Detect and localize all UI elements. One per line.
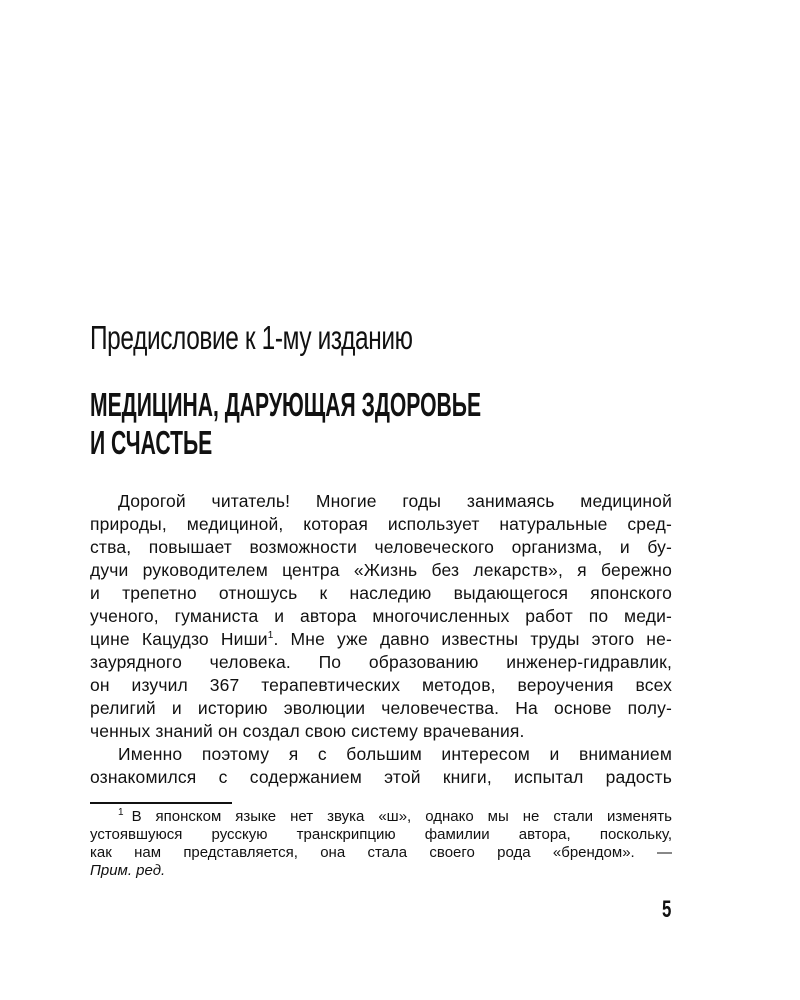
- preface-title: Предисловие к 1-му изданию: [90, 319, 413, 356]
- paragraph-1-line: природы, медициной, которая использует натуральные сред-: [90, 514, 672, 534]
- body-text: [90, 490, 672, 789]
- paragraph-2-line: ознакомился с содержанием этой книги, испытал радость: [90, 767, 672, 787]
- paragraph-1-line: ченных знаний он создал свою систему врачевания.: [90, 721, 525, 741]
- paragraph-1-line: он изучил 367 терапевтических методов, вероучения всех: [90, 675, 672, 695]
- paragraph-1-line: ства, повышает возможности человеческого организма, и бу-: [90, 537, 672, 557]
- chapter-title: [90, 386, 487, 462]
- footnote-text: В японском языке нет звука «ш», однако мы не стали изменять: [131, 808, 672, 825]
- paragraph-1-line: религий и историю эволюции человечества. На основе полу-: [90, 698, 672, 718]
- footnote-reference[interactable]: 1: [267, 630, 274, 642]
- paragraph-1-line: дучи руководителем центра «Жизнь без лекарств», я бережно: [90, 560, 672, 580]
- paragraph-1-line: и трепетно отношусь к наследию выдающегося японского: [90, 583, 672, 603]
- paragraph-1-line: заурядного человека. По образованию инженер-гидравлик,: [90, 652, 672, 672]
- footnote-line: устоявшуюся русскую транскрипцию фамилии автора, поскольку,: [90, 826, 672, 843]
- paragraph-1-text: цине Кацудзо Ниши: [90, 629, 268, 649]
- footnote: [90, 808, 672, 880]
- chapter-title-line-1: МЕДИЦИНА, ДАРУЮЩАЯ ЗДОРОВЬЕ: [90, 386, 482, 423]
- page-number: 5: [662, 896, 672, 923]
- paragraph-1-text: . Мне уже давно известны труды этого не-: [273, 629, 672, 649]
- footnote-line: [90, 808, 672, 826]
- paragraph-2-line: Именно поэтому я с большим интересом и вниманием: [118, 744, 672, 764]
- footnote-line: [90, 862, 672, 880]
- chapter-title-line-2: И СЧАСТЬЕ: [90, 424, 213, 461]
- paragraph-1-line: ученого, гуманиста и автора многочисленных работ по меди-: [90, 606, 672, 626]
- paragraph-1-line-with-footnote: [90, 628, 672, 651]
- footnote-divider: [90, 802, 232, 804]
- editor-note-label: Прим. ред.: [90, 862, 166, 879]
- footnote-line: как нам представляется, она стала своего рода «брендом». —: [90, 844, 672, 861]
- footnote-mark: 1: [118, 807, 124, 818]
- paragraph-1-line: Дорогой читатель! Многие годы занимаясь медициной: [118, 491, 672, 511]
